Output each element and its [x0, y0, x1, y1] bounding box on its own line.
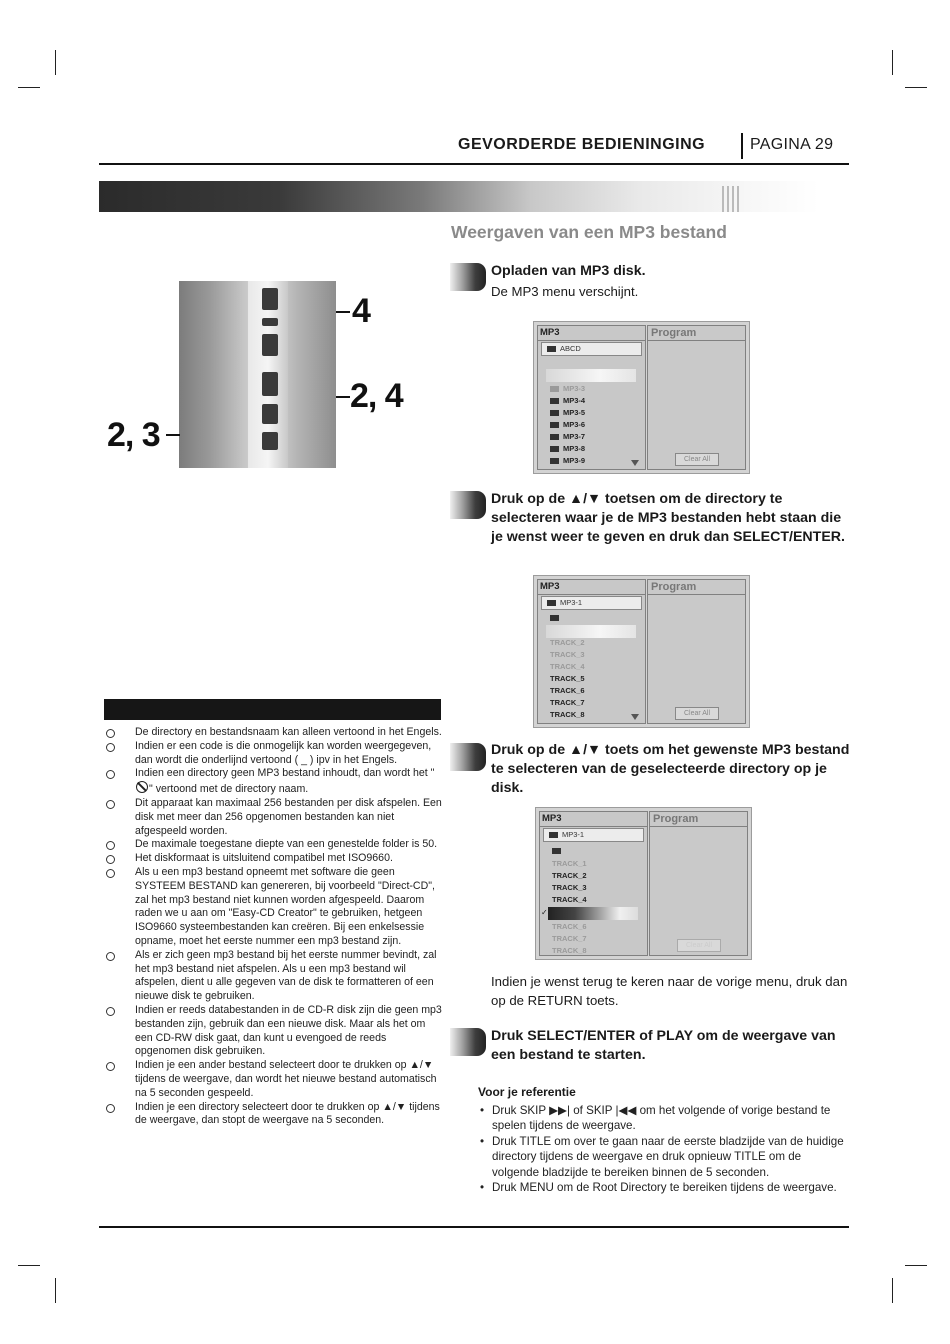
crop-mark	[892, 50, 893, 75]
list-item	[550, 662, 585, 672]
panel-header: MP3	[540, 327, 560, 338]
step-1-sub: De MP3 menu verschijnt.	[491, 284, 639, 299]
note-item	[106, 838, 442, 852]
bullet-circle-icon	[106, 1062, 115, 1071]
bullet-dot-icon: •	[480, 1104, 485, 1117]
list-item	[552, 946, 587, 956]
note-item	[106, 1101, 442, 1129]
step-3-heading: Druk op de ▲/▼ toets om het gewenste MP3 bestand te selecteren van de geselecteerde directory op je disk.	[491, 742, 850, 796]
clear-all-button[interactable]: Clear All	[675, 453, 719, 466]
list-item-label: MP3-5	[563, 408, 586, 417]
note-text: De directory en bestandsnaam kan alleen vertoond in het Engels.	[135, 726, 442, 738]
folder-icon	[547, 600, 556, 606]
crop-mark	[18, 87, 40, 88]
callout-left: 2, 3	[107, 416, 160, 454]
list-item-label: TRACK_5	[550, 674, 585, 683]
reference-text: Druk TITLE om over te gaan naar de eerste bladzijde van de huidige directory tijdens de weergave en druk opnieuw TITLE om de volgende bladzijde te bereiken binnen de 5 seconden.	[492, 1134, 844, 1179]
program-panel	[647, 325, 746, 470]
note-item	[106, 1004, 442, 1059]
step-2-heading: Druk op de ▲/▼ toetsen om de directory te selecteren waar je de MP3 bestanden hebt staan die je wenst weer te geven en druk dan SELECT/ENTER.	[491, 491, 845, 545]
program-header: Program	[651, 581, 697, 593]
list-item	[550, 650, 585, 660]
note-text: Dit apparaat kan maximaal 256 bestanden per disk afspelen. Een disk met meer dan 256 opgenomen bestanden kan niet afgespeeld worden.	[135, 796, 442, 837]
list-item	[552, 859, 587, 869]
selected-folder	[543, 828, 644, 842]
selected-folder-label: ABCD	[560, 344, 581, 353]
bullet-circle-icon	[106, 855, 115, 864]
callout-middle: 2, 4	[350, 377, 403, 415]
list-item	[550, 408, 585, 418]
step-marker	[450, 491, 486, 519]
list-item-label: TRACK_8	[550, 710, 585, 719]
bullet-circle-icon	[106, 1104, 115, 1113]
header-separator	[741, 133, 743, 159]
crop-mark	[55, 1278, 56, 1303]
crop-mark	[18, 1265, 40, 1266]
panel-separator	[648, 340, 745, 341]
list-item	[550, 384, 585, 394]
note-item	[106, 852, 442, 866]
panel-header: MP3	[540, 581, 560, 592]
file-list-panel	[537, 325, 646, 470]
note-text: Indien er een code is die onmogelijk kan worden weergegeven, dan wordt die onderlijnd vertoond ( _ ) ipv in het Engels.	[135, 739, 432, 766]
note-text: Als er zich geen mp3 bestand bij het eerste nummer bevindt, zal het mp3 bestand niet afspelen. Als u een mp3 bestand wil afspelen, dient u alle gegeven van de disk te formatteren of een nieuwe disk te gebruiken.	[135, 948, 437, 1003]
program-panel	[647, 579, 746, 724]
callout-leader	[336, 396, 350, 398]
crop-mark	[892, 1278, 893, 1303]
list-item-label: MP3-6	[563, 420, 586, 429]
mp3-menu-screen-3	[535, 807, 752, 960]
remote-button	[262, 334, 278, 356]
note-text: Indien er reeds databestanden in de CD-R disk zijn die geen mp3 bestanden zijn, gebruik dan een nieuwe disk. Maar als het om een CD-RW disk gaat, dan kunt u evengoed de reeds opgenomen disk gebruiken.	[135, 1003, 442, 1058]
note-item	[106, 949, 442, 1004]
notes-list	[106, 726, 442, 1128]
note-text: Het diskformaat is uitsluitend compatibel met ISO9660.	[135, 852, 393, 865]
folder-icon	[550, 446, 559, 452]
selected-folder-label: MP3-1	[562, 830, 585, 839]
panel-separator	[540, 826, 647, 827]
list-item	[552, 846, 565, 856]
remote-button	[262, 318, 278, 326]
list-item	[552, 895, 587, 905]
note-text: " vertoond met de directory naam.	[149, 783, 309, 796]
bullet-circle-icon	[106, 770, 115, 779]
crop-mark	[905, 87, 927, 88]
section-bar-ticks	[722, 186, 742, 212]
remote-button	[262, 404, 278, 424]
folder-icon	[550, 410, 559, 416]
folder-icon	[550, 615, 559, 621]
note-text: Indien je een directory selecteert door te drukken op ▲/▼ tijdens de weergave, dan stopt de weergave na 5 seconden.	[135, 1100, 440, 1127]
section-gradient-bar	[99, 181, 819, 212]
folder-icon	[550, 458, 559, 464]
folder-icon	[552, 848, 561, 854]
bullet-dot-icon: •	[480, 1181, 485, 1195]
list-item-label: TRACK_7	[550, 698, 585, 707]
folder-icon	[547, 346, 556, 352]
mp3-menu-screen-2	[533, 575, 750, 728]
step-marker	[450, 743, 486, 771]
program-header: Program	[651, 327, 697, 339]
callout-leader	[166, 434, 180, 436]
selected-folder	[541, 342, 642, 356]
section-title: Weergaven van een MP3 bestand	[451, 222, 727, 242]
list-item-label: TRACK_1	[552, 859, 587, 868]
highlight-bar	[546, 369, 636, 382]
list-item-label: TRACK_7	[552, 934, 587, 943]
list-item-label: TRACK_6	[550, 686, 585, 695]
list-item-label: MP3-4	[563, 396, 586, 405]
clear-all-button[interactable]: Clear All	[675, 707, 719, 720]
list-item	[552, 883, 587, 893]
panel-separator	[650, 826, 747, 827]
note-item	[106, 797, 442, 838]
folder-icon	[550, 398, 559, 404]
file-list-panel	[537, 579, 646, 724]
callout-top: 4	[352, 292, 370, 330]
bullet-circle-icon	[106, 841, 115, 850]
folder-icon	[550, 422, 559, 428]
list-item-label: MP3-3	[563, 384, 586, 393]
bullet-circle-icon	[106, 869, 115, 878]
reference-text: Druk MENU om de Root Directory te bereiken tijdens de weergave.	[492, 1181, 837, 1195]
step-marker	[450, 263, 486, 291]
list-item	[550, 686, 585, 696]
note-text: Indien je een ander bestand selecteert door te drukken op ▲/▼ tijdens de weergave, dan wordt het nieuwe bestand automatisch na 5 seconden gespeeld.	[135, 1059, 437, 1099]
clear-all-button[interactable]: Clear All	[677, 939, 721, 952]
step-marker	[450, 1028, 486, 1056]
remote-button	[262, 432, 278, 450]
note-item	[106, 726, 442, 740]
list-item-label: MP3-7	[563, 432, 586, 441]
list-item-label: TRACK_4	[550, 662, 585, 671]
list-item	[552, 871, 587, 881]
list-item	[552, 922, 587, 932]
list-item-label: TRACK_4	[552, 895, 587, 904]
header-page-number: PAGINA 29	[750, 136, 834, 153]
check-icon: ✓	[541, 908, 548, 917]
panel-header: MP3	[542, 813, 562, 824]
list-item	[550, 396, 585, 406]
bullet-circle-icon	[106, 743, 115, 752]
selected-folder	[541, 596, 642, 610]
remote-button	[262, 372, 278, 396]
note-text: Als u een mp3 bestand opneemt met software die geen SYSTEEM BESTAND kan genereren, bij voorbeeld "Direct-CD", zal het mp3 bestand niet kunnen worden afgespeeld. Daarom raden we u aan om "Easy-CD Creator" te gebruiken, hetgeen ISO9660 systeembestanden kan creëren. Bij een enkelsessie opname, moet het eerste nummer een mp3 bestand zijn.	[135, 865, 435, 947]
list-item	[550, 444, 585, 454]
note-item	[106, 1059, 442, 1100]
list-item	[550, 432, 585, 442]
list-item	[550, 420, 585, 430]
notes-header-bar	[104, 699, 441, 720]
scroll-down-icon	[631, 714, 639, 720]
folder-icon	[549, 832, 558, 838]
header-section-title: GEVORDERDE BEDIENINGING	[458, 136, 706, 153]
reference-list	[478, 1103, 848, 1195]
list-item	[552, 934, 587, 944]
bullet-circle-icon	[106, 952, 115, 961]
note-item	[106, 866, 442, 949]
folder-icon	[550, 386, 559, 392]
step-4-heading: Druk SELECT/ENTER of PLAY om de weergave van een bestand te starten.	[491, 1028, 836, 1063]
no-entry-icon	[136, 781, 148, 793]
crop-mark	[905, 1265, 927, 1266]
reference-title: Voor je referentie	[478, 1085, 576, 1099]
remote-button	[262, 288, 278, 310]
list-item-label: TRACK_2	[550, 638, 585, 647]
note-text: De maximale toegestane diepte van een genestelde folder is 50.	[135, 838, 438, 851]
list-item	[550, 456, 585, 466]
panel-separator	[538, 594, 645, 595]
bullet-dot-icon: •	[480, 1134, 485, 1148]
list-item-label: MP3-9	[563, 456, 586, 465]
program-panel	[649, 811, 748, 956]
highlight-bar	[548, 907, 638, 920]
file-list-panel	[539, 811, 648, 956]
mp3-menu-screen-1	[533, 321, 750, 474]
highlight-bar	[546, 625, 636, 638]
list-item	[550, 674, 585, 684]
list-item-label: TRACK_3	[552, 883, 587, 892]
list-item-label: TRACK_8	[552, 946, 587, 955]
reference-text: Druk SKIP ▶▶| of SKIP |◀◀ om het volgende of vorige bestand te spelen tijdens de weergave.	[492, 1104, 831, 1133]
scroll-down-icon	[631, 460, 639, 466]
list-item	[550, 613, 563, 623]
note-text: Indien een directory geen MP3 bestand inhoudt, dan wordt het "	[135, 767, 435, 780]
note-item	[106, 767, 442, 797]
panel-separator	[538, 340, 645, 341]
reference-item	[478, 1180, 848, 1195]
note-item	[106, 740, 442, 768]
list-item-label: TRACK_3	[550, 650, 585, 659]
list-item	[550, 638, 585, 648]
list-item-label: TRACK_6	[552, 922, 587, 931]
selected-folder-label: MP3-1	[560, 598, 583, 607]
step-3-return-note: Indien je wenst terug te keren naar de vorige menu, druk dan op de RETURN toets.	[491, 974, 848, 1008]
reference-item	[478, 1103, 848, 1134]
footer-rule	[99, 1226, 849, 1228]
list-item	[550, 698, 585, 708]
bullet-circle-icon	[106, 800, 115, 809]
panel-separator	[648, 594, 745, 595]
list-item-label: TRACK_2	[552, 871, 587, 880]
reference-item	[478, 1134, 848, 1180]
callout-leader	[336, 311, 350, 313]
program-header: Program	[653, 813, 699, 825]
list-item	[550, 710, 585, 720]
bullet-circle-icon	[106, 729, 115, 738]
folder-icon	[550, 434, 559, 440]
list-item-label: MP3-8	[563, 444, 586, 453]
header-rule	[99, 163, 849, 165]
crop-mark	[55, 50, 56, 75]
step-1-heading: Opladen van MP3 disk.	[491, 263, 646, 279]
bullet-circle-icon	[106, 1007, 115, 1016]
